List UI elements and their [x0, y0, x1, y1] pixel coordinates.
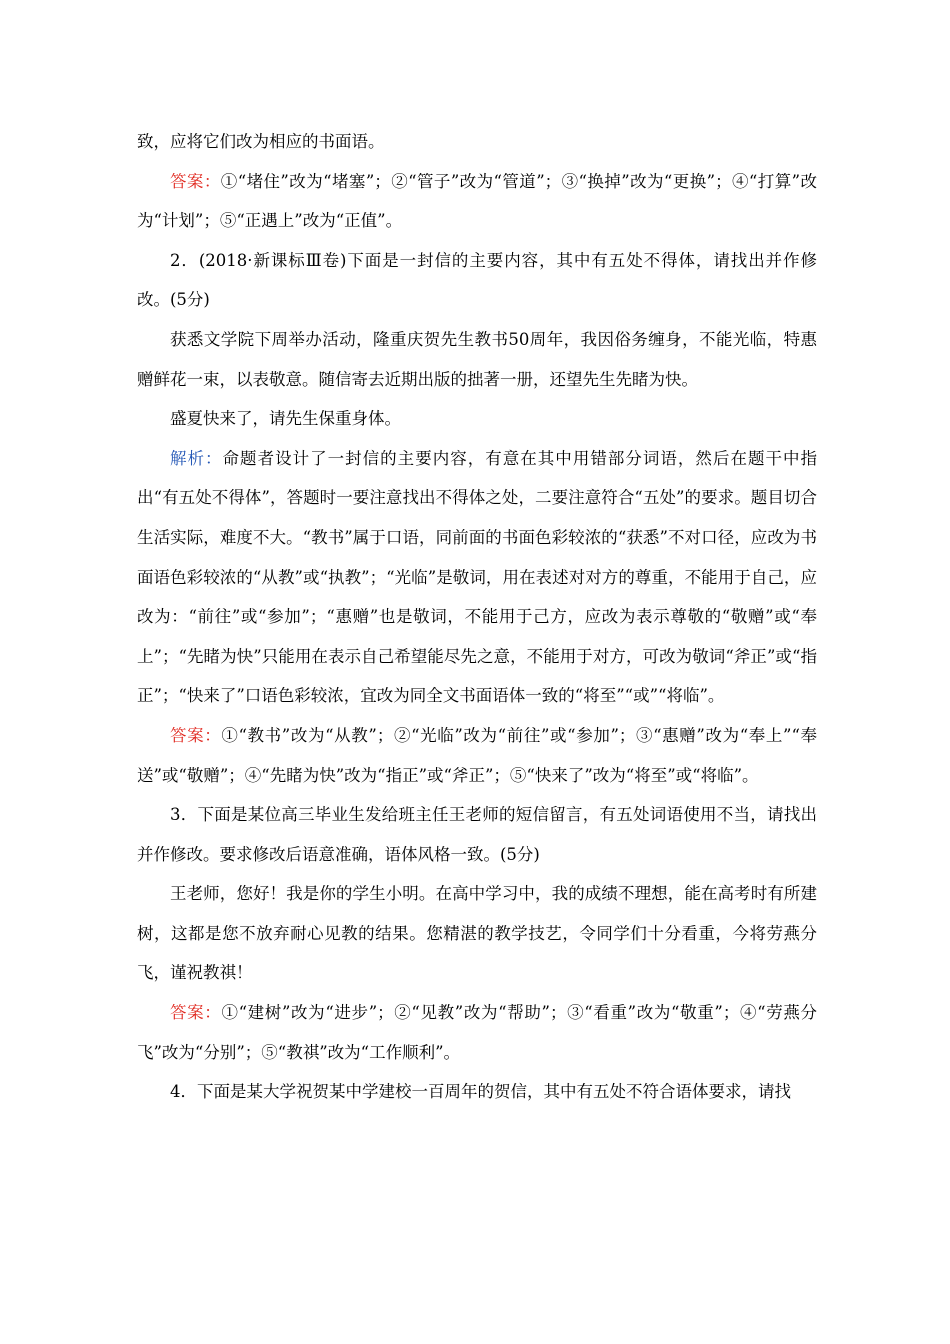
question-2-analysis — [137, 439, 817, 716]
analysis-label: 解析： — [170, 448, 223, 468]
letter-text: 盛夏快来了，请先生保重身体。 — [170, 409, 401, 429]
answer-label: 答案： — [170, 1003, 222, 1023]
answer-text: ①“堵住”改为“堵塞”；②“管子”改为“管道”；③“换掉”改为“更换”；④“打算”改为“计划”；⑤“正遇上”改为“正值”。 — [137, 171, 817, 231]
analysis-text: 命题者设计了一封信的主要内容，有意在其中用错部分词语，然后在题干中指出“有五处不得体”，答题时一要注意找出不得体之处，二要注意符合“五处”的要求。题目切合生活实际，难度不大。“教书”属于口语，同前面的书面色彩较浓的“获悉”不对口径，应改为书面语色彩较浓的“从教”或“执教”；“光临”是敬词，用在表述对对方的尊重，不能用于自己，应改为：“前往”或“参加”；“惠赠”也是敬词，不能用于己方，应改为表示尊敬的“敬赠”或“奉上”；“先睹为快”只能用在表示自己希望能尽先之意，不能用于对方，可改为敬词“斧正”或“指正”；“快来了”口语色彩较浓，宜改为同全文书面语体一致的“将至”“或”“将临”。 — [137, 448, 818, 706]
question-2-letter-paragraph-1 — [137, 320, 817, 399]
continuation-paragraph — [137, 122, 817, 162]
answer-label: 答案： — [170, 171, 221, 191]
question-2-answer — [137, 716, 817, 795]
question-3-message — [137, 874, 817, 993]
q1-answer-paragraph — [137, 162, 817, 241]
question-4-stem — [137, 1072, 817, 1112]
question-3-stem — [137, 795, 817, 874]
continuation-text: 致，应将它们改为相应的书面语。 — [137, 132, 385, 151]
document-body — [137, 122, 817, 1112]
answer-text: ①“教书”改为“从教”；②“光临”改为“前往”或“参加”；③“惠赠”改为“奉上”“奉送”或“敬赠”；④“先睹为快”改为“指正”或“斧正”；⑤“快来了”改为“将至”或“将临”。 — [137, 725, 818, 785]
message-text: 王老师，您好！我是你的学生小明。在高中学习中，我的成绩不理想，能在高考时有所建树，这都是您不放弃耐心见教的结果。您精湛的教学技艺，令同学们十分看重，今将劳燕分飞，谨祝教祺！ — [137, 884, 817, 983]
answer-label: 答案： — [170, 725, 222, 745]
question-text: 2．(2018·新课标Ⅲ卷)下面是一封信的主要内容，其中有五处不得体，请找出并作修改。(5分) — [137, 250, 817, 310]
question-text: 3．下面是某位高三毕业生发给班主任王老师的短信留言，有五处词语使用不当，请找出并作修改。要求修改后语意准确，语体风格一致。(5分) — [137, 805, 817, 864]
question-2-letter-paragraph-2 — [137, 399, 817, 439]
answer-text: ①“建树”改为“进步”；②“见教”改为“帮助”；③“看重”改为“敬重”；④“劳燕分飞”改为“分别”；⑤“教祺”改为“工作顺利”。 — [137, 1003, 817, 1062]
question-text: 4．下面是某大学祝贺某中学建校一百周年的贺信，其中有五处不符合语体要求，请找 — [170, 1082, 791, 1102]
letter-text: 获悉文学院下周举办活动，隆重庆贺先生教书50周年，我因俗务缠身，不能光临，特惠赠鲜花一束，以表敬意。随信寄去近期出版的拙著一册，还望先生先睹为快。 — [137, 329, 817, 389]
question-2-stem — [137, 241, 817, 320]
question-3-answer — [137, 993, 817, 1072]
